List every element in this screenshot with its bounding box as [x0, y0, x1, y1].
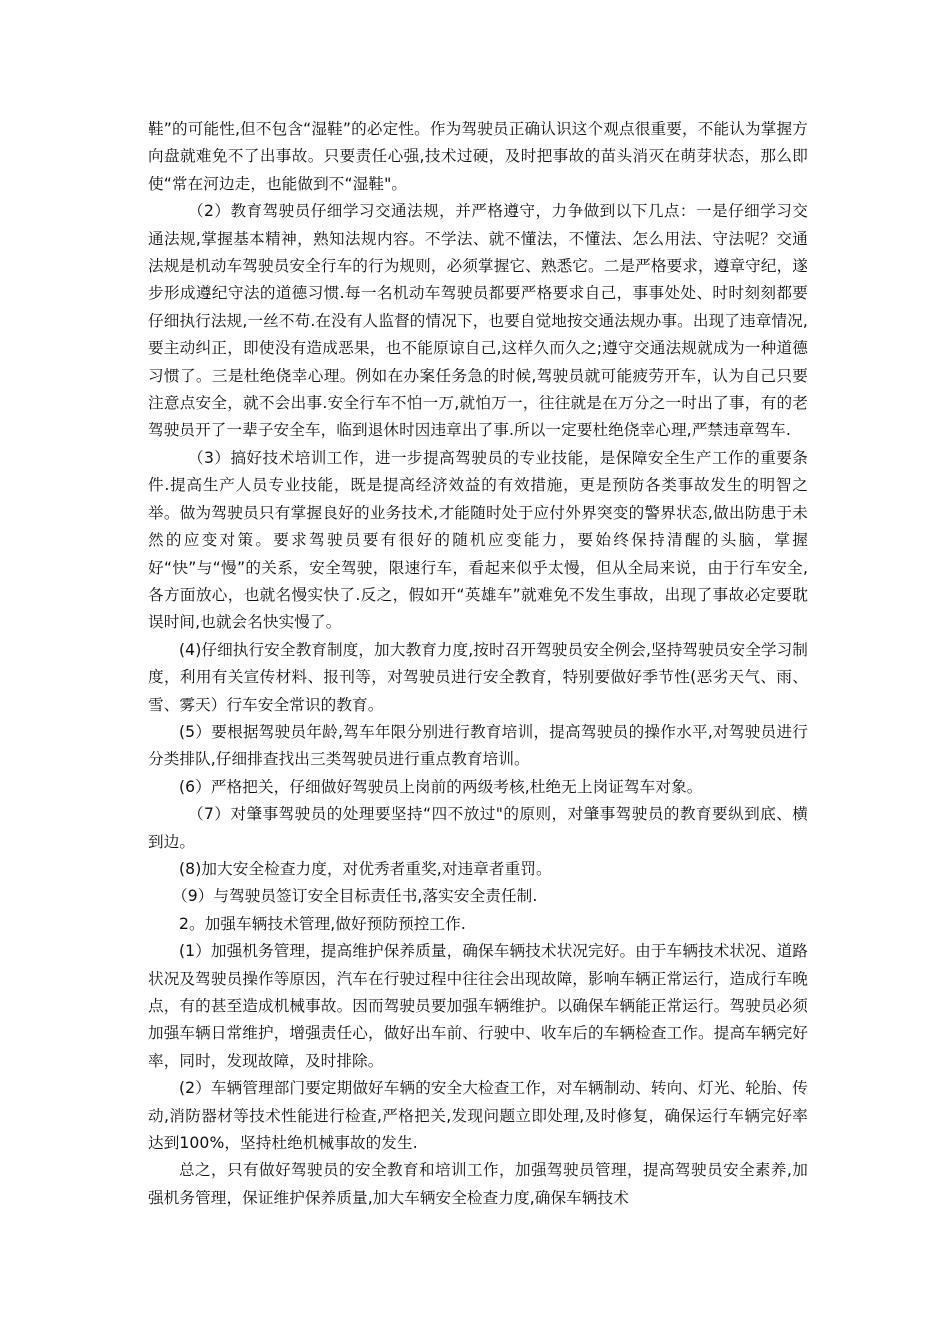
paragraph-conclusion: 总之，只有做好驾驶员的安全教育和培训工作，加强驾驶员管理，提高驾驶员安全素养,加强机务管理，保证维护保养质量,加大车辆安全检查力度,确保车辆技术	[148, 1161, 808, 1207]
section-heading-vehicle-management: 2。加强车辆技术管理,做好预防预控工作.	[179, 914, 466, 933]
paragraph-continuation: 鞋”的可能性,但不包含“湿鞋”的必定性。作为驾驶员正确认识这个观点很重要，不能认为掌握方向盘就难免不了出事故。只要责任心强,技术过硬，及时把事故的苗头消灭在萌芽状态，那么即使“常在河边走，也能做到不“湿鞋"。	[148, 120, 808, 193]
document-body	[148, 116, 808, 1212]
paragraph-item-3-training: （3）搞好技术培训工作，进一步提高驾驶员的专业技能，是保障安全生产工作的重要条件.提高生产人员专业技能，既是提高经济效益的有效措施，更是预防各类事故发生的明智之举。做为驾驶员只有掌握良好的业务技术,才能随时处于应付外界突变的警界状态,做出防患于未然的应变对策。要求驾驶员要有很好的随机应变能力，要始终保持清醒的头脑，掌握好“快”与“慢”的关系，安全驾驶，限速行车，看起来似乎太慢，但从全局来说，由于行车安全,各方面放心，也就名慢实快了.反之，假如开“英雄车”就难免不发生事故，出现了事故必定要耽误时间,也就会名快实慢了。	[148, 448, 808, 632]
paragraph-item-2-traffic-law: （2）教育驾驶员仔细学习交通法规，并严格遵守，力争做到以下几点：一是仔细学习交通法规,掌握基本精神，熟知法规内容。不学法、就不懂法，不懂法、怎么用法、守法呢？交通法规是机动车驾驶员安全行车的行为规则，必须掌握它、熟悉它。二是严格要求，遵章守纪，遂步形成遵纪守法的道德习惯.每一名机动车驾驶员都要严格要求自己，事事处处、时时刻刻都要仔细执行法规,一丝不苟.在没有人监督的情况下，也要自觉地按交通法规办事。出现了违章情况,要主动纠正，即使没有造成恶果，也不能原谅自己,这样久而久之;遵守交通法规就成为一种道德习惯了。三是杜绝侥幸心理。例如在办案任务急的时候,驾驶员就可能疲劳开车，认为自己只要注意点安全，就不会出事.安全行车不怕一万,就怕万一，往往就是在万分之一时出了事，有的老驾驶员开了一辈子安全车，临到退休时因违章出了事.所以一定要杜绝侥幸心理,严禁违章驾车.	[148, 202, 808, 440]
paragraph-vehicle-item-2: (2）车辆管理部门要定期做好车辆的安全大检查工作，对车辆制动、转向、灯光、轮胎、传动,消防器材等技术性能进行检查,严格把关,发现问题立即处理,及时修复，确保运行车辆完好率达到100%，坚持杜绝机械事故的发生.	[148, 1079, 808, 1153]
paragraph-item-4-safety-education: (4)仔细执行安全教育制度，加大教育力度,按时召开驾驶员安全例会,坚持驾驶员安全学习制度，利用有关宣传材料、报刊等，对驾驶员进行安全教育，特别要做好季节性(恶劣天气、雨、雪、雾天）行车安全常识的教育。	[148, 640, 808, 714]
paragraph-item-5-age-training: (5）要根据驾驶员年龄,驾车年限分别进行教育培训，提高驾驶员的操作水平,对驾驶员进行分类排队,仔细排查找出三类驾驶员进行重点教育培训。	[148, 722, 808, 769]
paragraph-item-7-accident-handling: （7）对肇事驾驶员的处理要坚持“四不放过"的原则，对肇事驾驶员的教育要纵到底、横到边。	[148, 805, 808, 851]
paragraph-item-6-assessment: (6）严格把关，仔细做好驾驶员上岗前的两级考核,杜绝无上岗证驾车对象。	[179, 777, 703, 796]
paragraph-item-9-responsibility: （9）与驾驶员签订安全目标责任书,落实安全责任制.	[172, 887, 538, 906]
paragraph-item-8-inspection: (8)加大安全检查力度，对优秀者重奖,对违章者重罚。	[179, 859, 552, 878]
paragraph-vehicle-item-1: (1）加强机务管理，提高维护保养质量，确保车辆技术状况完好。由于车辆技术状况、道路状况及驾驶员操作等原因，汽车在行驶过程中往往会出现故障，影响车辆正常运行，造成行车晚点，有的甚至造成机械事故。因而驾驶员要加强车辆维护。以确保车辆能正常运行。驾驶员必须加强车辆日常维护，增强责任心，做好出车前、行驶中、收车后的车辆检查工作。提高车辆完好率，同时，发现故障，及时排除。	[148, 942, 808, 1070]
